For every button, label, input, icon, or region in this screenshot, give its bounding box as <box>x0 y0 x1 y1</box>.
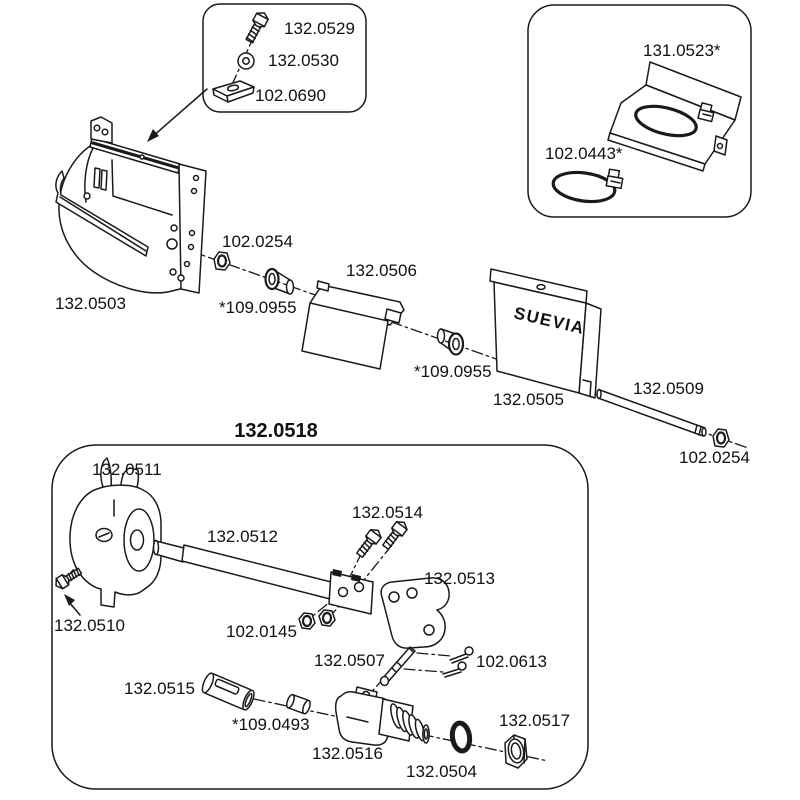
bracket-drawing <box>381 578 449 648</box>
part-label-132-0514: 132.0514 <box>352 503 423 522</box>
slide-nut-drawing <box>213 81 254 102</box>
part-label-102-0690: 102.0690 <box>255 86 326 105</box>
bushing-drawing-right <box>438 329 464 355</box>
part-label-102-0443: 102.0443* <box>545 144 623 163</box>
part-label-132-0513: 132.0513 <box>424 569 495 588</box>
part-label-131-0523: 131.0523* <box>643 41 721 60</box>
part-label-132-0505: 132.0505 <box>493 390 564 409</box>
mounting-inset-box <box>528 5 751 217</box>
part-label-132-0507: 132.0507 <box>314 651 385 670</box>
cotter-pins-drawing <box>443 647 473 677</box>
part-label-132-0506: 132.0506 <box>346 261 417 280</box>
cover-plate-drawing <box>490 269 601 398</box>
part-label-132-0509: 132.0509 <box>633 379 704 398</box>
flange-nut-drawing <box>214 252 230 270</box>
flange-nut-drawing-end <box>713 429 729 447</box>
part-label-132-0504: 132.0504 <box>406 762 477 781</box>
part-label-132-0516: 132.0516 <box>312 744 383 763</box>
sleeve-drawing <box>285 694 311 715</box>
part-label-132-0517: 132.0517 <box>499 711 570 730</box>
part-label-109-0493: *109.0493 <box>232 715 310 734</box>
part-label-132-0510: 132.0510 <box>54 616 125 635</box>
cam-bolt-arrow <box>64 594 80 615</box>
kit-number-heading: 132.0518 <box>234 420 318 442</box>
part-label-132-0529: 132.0529 <box>284 19 355 38</box>
bushing-drawing-left <box>266 269 294 294</box>
shaft-drawing <box>154 541 374 615</box>
part-label-132-0512: 132.0512 <box>207 527 278 546</box>
hose-clamp-drawing <box>551 169 622 205</box>
part-label-109-0955-2: *109.0955 <box>414 362 492 381</box>
bolt-drawing <box>244 10 271 44</box>
cover-plate-brand-text: SUEVIA <box>512 303 587 339</box>
tube-drawing <box>200 672 256 712</box>
part-label-102-0145: 102.0145 <box>226 622 297 641</box>
hex-nuts-drawing <box>299 610 335 629</box>
washer-drawing <box>238 53 254 69</box>
union-nut-drawing <box>505 735 527 768</box>
part-label-132-0515: 132.0515 <box>124 679 195 698</box>
part-label-132-0503: 132.0503 <box>55 294 126 313</box>
part-label-102-0613: 102.0613 <box>476 652 547 671</box>
cam-bolt-drawing <box>53 566 83 591</box>
screw-drawing-b <box>380 518 409 551</box>
cam-drawing <box>70 458 161 607</box>
seal-ring-drawing <box>451 722 472 752</box>
part-label-109-0955: *109.0955 <box>219 298 297 317</box>
fastener-inset-box <box>203 4 366 112</box>
valve-body-drawing <box>336 687 430 745</box>
valve-kit-box <box>52 445 588 789</box>
float-drawing <box>302 281 404 369</box>
part-label-102-0254-2: 102.0254 <box>679 448 750 467</box>
pin-drawing <box>381 647 416 686</box>
part-label-132-0511: 132.0511 <box>92 460 162 479</box>
screw-drawing-a <box>354 526 383 559</box>
trough-drawing <box>56 117 206 293</box>
part-label-132-0530: 132.0530 <box>268 51 339 70</box>
part-label-102-0254: 102.0254 <box>222 232 293 251</box>
callout-arrow <box>147 89 207 142</box>
cover-drawing <box>608 62 741 171</box>
